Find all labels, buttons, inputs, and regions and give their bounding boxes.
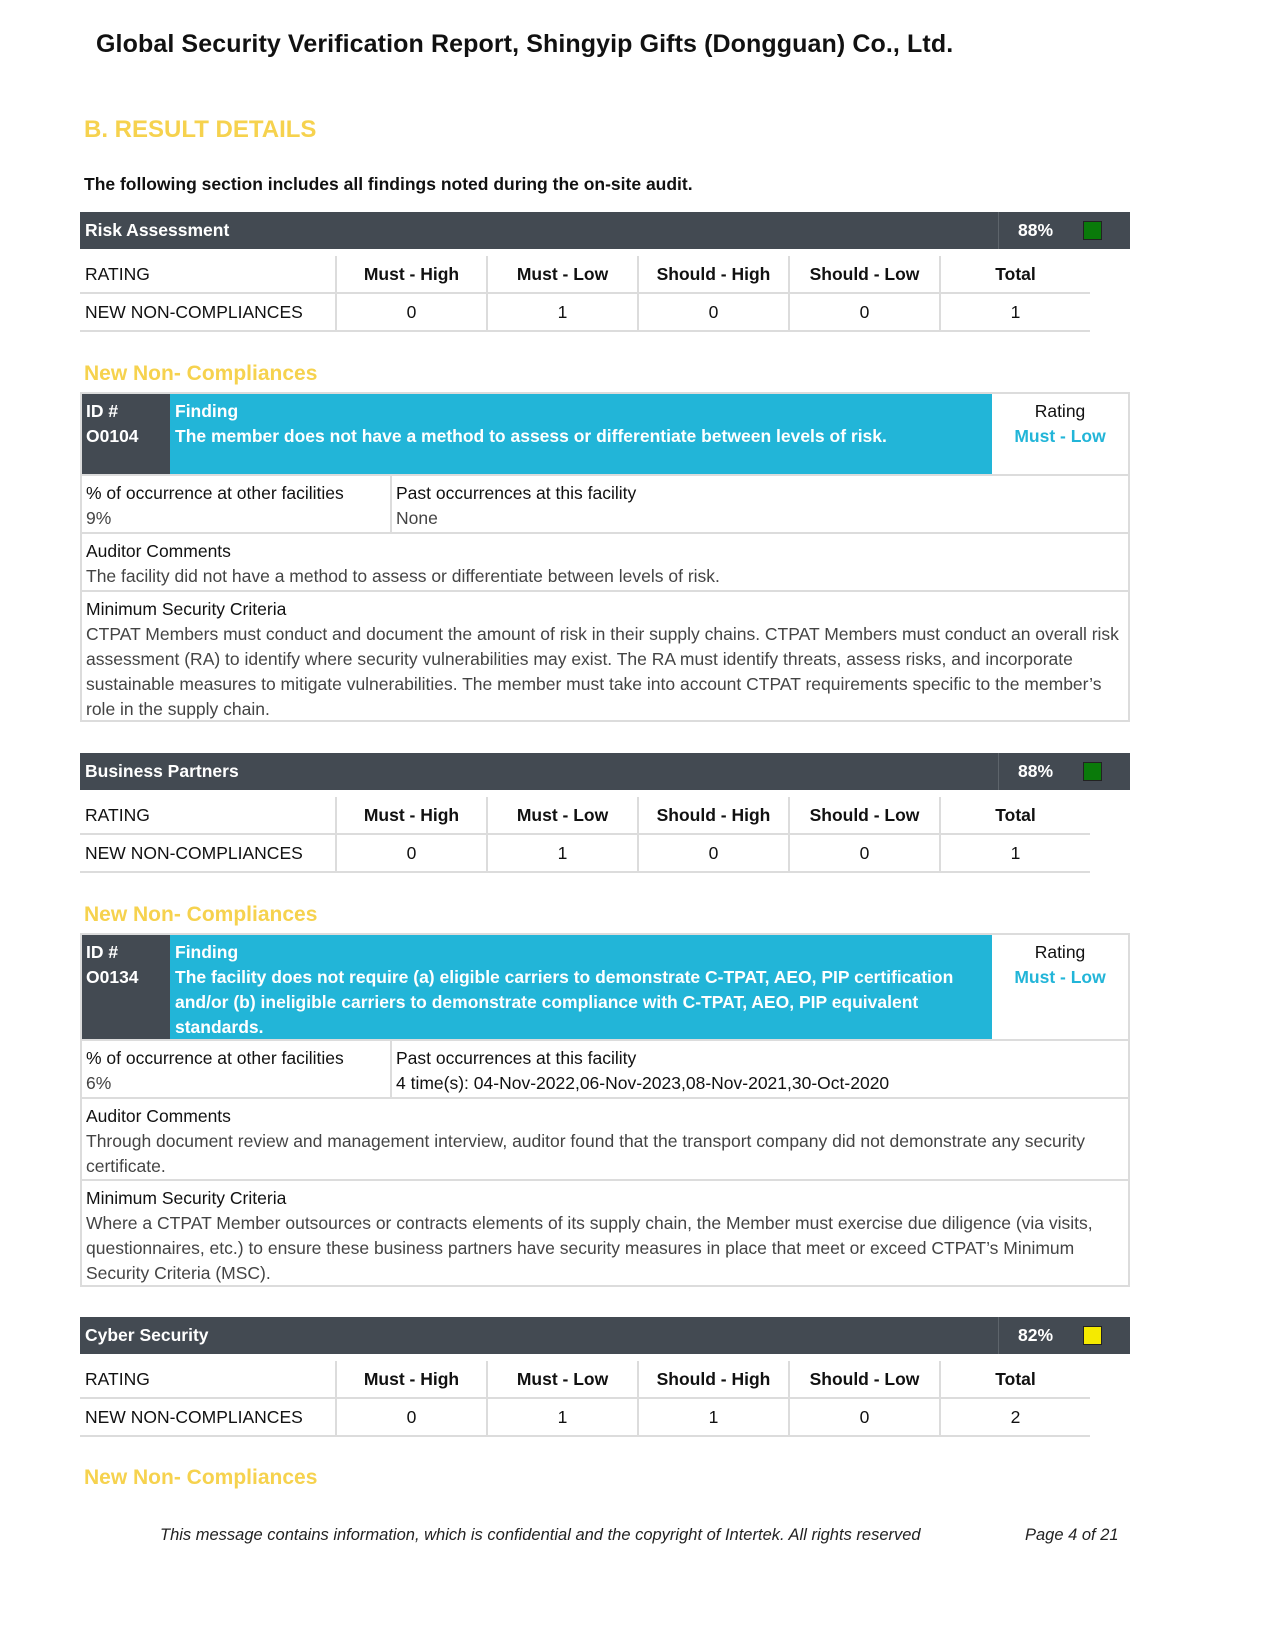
column-header: Must - Low [487, 256, 638, 293]
category-score: 88% [1018, 220, 1054, 240]
finding-id: O0104 [86, 426, 139, 446]
min-criteria-cell [82, 592, 1128, 720]
auditor-comments-cell [82, 1099, 1128, 1179]
table-row [80, 1398, 1090, 1436]
row-label: RATING [80, 1361, 336, 1398]
category-name: Business Partners [85, 761, 239, 781]
past-occurrences-label: Past occurrences at this facility [396, 483, 637, 503]
table-cell: 1 [487, 834, 638, 872]
rating-table-business-partners [80, 797, 1090, 873]
table-cell: 1 [940, 293, 1090, 331]
row-label: NEW NON-COMPLIANCES [80, 834, 336, 872]
divider [998, 1317, 999, 1354]
category-bar-cyber-security [80, 1317, 1130, 1354]
occurrence-other-cell [82, 1041, 392, 1097]
table-cell: 0 [336, 1398, 487, 1436]
footer-notice: This message contains information, which is confidential and the copyright of Intertek. All rights reserved [160, 1526, 921, 1544]
finding-id-cell [82, 394, 170, 474]
status-square-icon [1083, 762, 1102, 781]
occurrence-value: 6% [86, 1073, 112, 1093]
table-cell: 1 [638, 1398, 789, 1436]
occurrence-value: 9% [86, 508, 112, 528]
table-cell: 0 [638, 293, 789, 331]
row-label: NEW NON-COMPLIANCES [80, 293, 336, 331]
divider [998, 753, 999, 790]
row-label: RATING [80, 797, 336, 834]
table-row [80, 834, 1090, 872]
table-cell: 2 [940, 1398, 1090, 1436]
auditor-comments-text: The facility did not have a method to assess or differentiate between levels of risk. [86, 566, 720, 586]
column-header: Must - Low [487, 1361, 638, 1398]
occurrence-label: % of occurrence at other facilities [86, 483, 344, 503]
rating-table-risk-assessment [80, 256, 1090, 332]
nnc-heading: New Non- Compliances [84, 903, 318, 926]
page-title: Global Security Verification Report, Shingyip Gifts (Dongguan) Co., Ltd. [96, 30, 954, 58]
table-row [80, 293, 1090, 331]
table-cell: 0 [336, 834, 487, 872]
finding-id: O0134 [86, 967, 139, 987]
column-header: Total [940, 1361, 1090, 1398]
column-header: Must - High [336, 797, 487, 834]
auditor-comments-cell [82, 534, 1128, 590]
finding-block-O0104 [80, 392, 1130, 722]
category-score: 82% [1018, 1325, 1054, 1345]
finding-text: The facility does not require (a) eligible carriers to demonstrate C-TPAT, AEO, PIP certification and/or (b) ineligible carriers to demonstrate compliance with C-TPAT, AEO, PIP equivalent standards. [175, 967, 954, 1037]
column-header: Should - High [638, 1361, 789, 1398]
table-cell: 0 [789, 834, 940, 872]
finding-id-cell [82, 935, 170, 1039]
divider [998, 212, 999, 249]
auditor-comments-text: Through document review and management interview, auditor found that the transport company did not demonstrate any security certificate. [86, 1131, 1086, 1176]
rating-value: Must - Low [1014, 967, 1106, 987]
status-square-icon [1083, 221, 1102, 240]
auditor-comments-label: Auditor Comments [86, 541, 231, 561]
id-label: ID # [86, 942, 119, 962]
page-number: Page 4 of 21 [1025, 1526, 1119, 1544]
past-occurrences-label: Past occurrences at this facility [396, 1048, 637, 1068]
column-header: Should - Low [789, 1361, 940, 1398]
finding-text-cell [170, 394, 992, 474]
id-label: ID # [86, 401, 119, 421]
past-occurrences-value: 4 time(s): 04-Nov-2022,06-Nov-2023,08-Nov-2021,30-Oct-2020 [396, 1073, 890, 1093]
occurrence-label: % of occurrence at other facilities [86, 1048, 344, 1068]
table-cell: 0 [336, 293, 487, 331]
column-header: Must - High [336, 1361, 487, 1398]
row-label: NEW NON-COMPLIANCES [80, 1398, 336, 1436]
category-name: Cyber Security [85, 1325, 209, 1345]
table-row [80, 256, 1090, 293]
finding-block-O0134 [80, 933, 1130, 1287]
category-name: Risk Assessment [85, 220, 230, 240]
past-occurrences-cell [392, 1041, 1128, 1097]
nnc-heading: New Non- Compliances [84, 1466, 318, 1489]
finding-text: The member does not have a method to assess or differentiate between levels of risk. [175, 426, 887, 446]
section-heading: B. RESULT DETAILS [84, 116, 317, 143]
rating-label: Rating [1034, 401, 1086, 421]
rating-label: Rating [1034, 942, 1086, 962]
finding-label: Finding [175, 942, 239, 962]
nnc-heading: New Non- Compliances [84, 362, 318, 385]
table-row [80, 797, 1090, 834]
min-criteria-text: CTPAT Members must conduct and document the amount of risk in their supply chains. CTPAT Members must conduct an overall risk assessment (RA) to identify where security vulnerabilities may exist. The RA must identify threats, assess risks, and incorporate sustainable measures to mitigate vulnerabilities. The member must take into account CTPAT requirements specific to the member’s role in the supply chain. [86, 624, 1119, 719]
min-criteria-label: Minimum Security Criteria [86, 1188, 287, 1208]
finding-rating-cell [992, 935, 1128, 1039]
row-label: RATING [80, 256, 336, 293]
column-header: Must - High [336, 256, 487, 293]
column-header: Should - Low [789, 797, 940, 834]
past-occurrences-value: None [396, 508, 438, 528]
section-intro: The following section includes all findings noted during the on-site audit. [84, 174, 693, 194]
finding-label: Finding [175, 401, 239, 421]
table-cell: 1 [940, 834, 1090, 872]
auditor-comments-label: Auditor Comments [86, 1106, 231, 1126]
rating-value: Must - Low [1014, 426, 1106, 446]
min-criteria-cell [82, 1181, 1128, 1285]
rating-table-cyber-security [80, 1361, 1090, 1437]
table-cell: 0 [789, 1398, 940, 1436]
column-header: Should - High [638, 797, 789, 834]
table-cell: 1 [487, 1398, 638, 1436]
min-criteria-label: Minimum Security Criteria [86, 599, 287, 619]
occurrence-other-cell [82, 476, 392, 532]
finding-text-cell [170, 935, 992, 1039]
table-cell: 0 [789, 293, 940, 331]
finding-rating-cell [992, 394, 1128, 474]
table-row [80, 1361, 1090, 1398]
table-cell: 1 [487, 293, 638, 331]
column-header: Should - Low [789, 256, 940, 293]
column-header: Total [940, 256, 1090, 293]
min-criteria-text: Where a CTPAT Member outsources or contracts elements of its supply chain, the Member must exercise due diligence (via visits, questionnaires, etc.) to ensure these business partners have security measures in place that meet or exceed CTPAT’s Minimum Security Criteria (MSC). [86, 1213, 1093, 1283]
category-bar-risk-assessment [80, 212, 1130, 249]
status-square-icon [1083, 1326, 1102, 1345]
category-bar-business-partners [80, 753, 1130, 790]
table-cell: 0 [638, 834, 789, 872]
past-occurrences-cell [392, 476, 1128, 532]
column-header: Must - Low [487, 797, 638, 834]
column-header: Total [940, 797, 1090, 834]
category-score: 88% [1018, 761, 1054, 781]
column-header: Should - High [638, 256, 789, 293]
